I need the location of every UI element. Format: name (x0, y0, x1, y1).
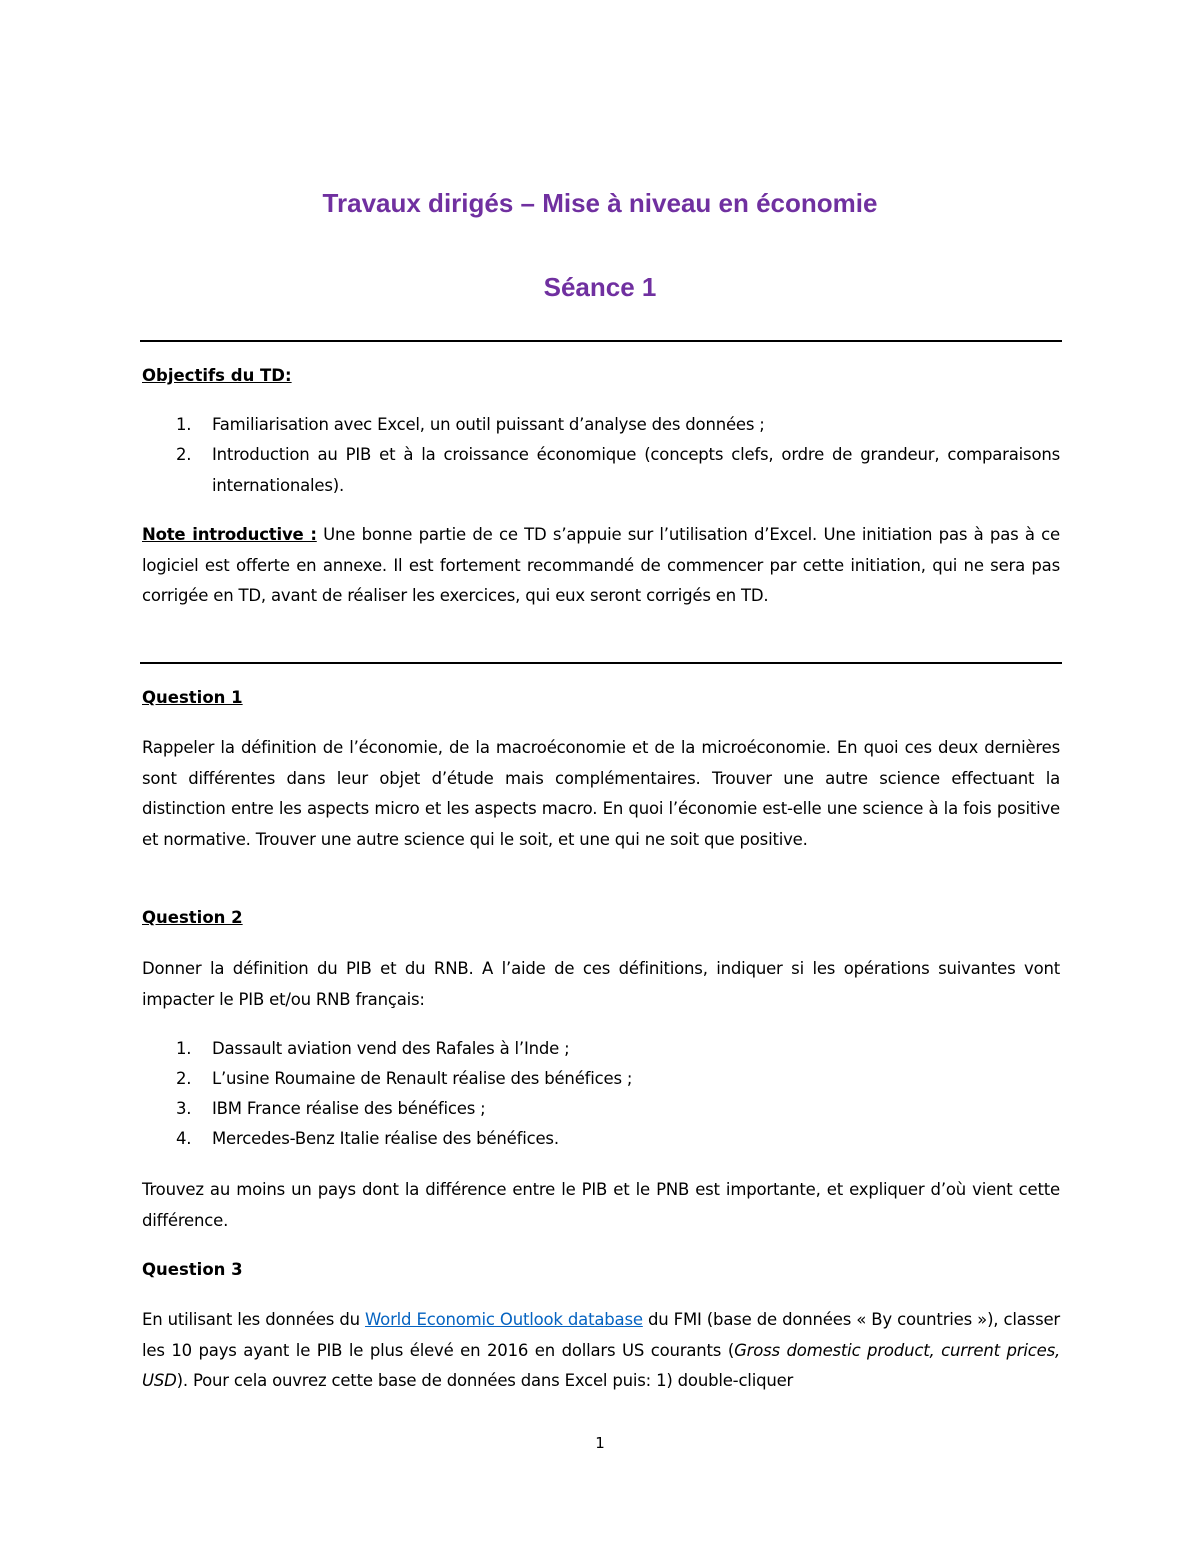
weo-database-link[interactable]: World Economic Outlook database (365, 1310, 643, 1329)
question-2-heading: Question 2 (142, 908, 243, 927)
question-2-outro: Trouvez au moins un pays dont la différence entre le PIB et le PNB est importante, et expliquer d’où vient cette différence. (142, 1180, 1060, 1230)
note-text: Une bonne partie de ce TD s’appuie sur l’utilisation d’Excel. Une initiation pas à pas à ce logiciel est offerte en annexe. Il est fortement recommandé de commencer par cette initiation, qui ne sera pas corrigée en TD, avant de réaliser les exercices, qui eux seront corrigés en TD. (142, 525, 1060, 605)
list-number: 4. (176, 1129, 192, 1148)
list-text: Mercedes-Benz Italie réalise des bénéfices. (212, 1129, 559, 1148)
page-number: 1 (595, 1434, 605, 1452)
list-number: 1. (176, 415, 192, 434)
list-number: 3. (176, 1099, 192, 1118)
question-1-text: Rappeler la définition de l’économie, de la macroéconomie et de la microéconomie. En quoi ces deux dernières sont différentes dans leur objet d’étude mais complémentaires. Trouver une autre science effectuant la distinction entre les aspects micro et les aspects macro. En quoi l’économie est-elle une science à la fois positive et normative. Trouver une autre science qui le soit, et une qui ne soit que positive. (142, 738, 1060, 849)
session-subtitle: Séance 1 (543, 272, 657, 302)
q3-text-a: En utilisant les données du (142, 1310, 366, 1329)
list-number: 2. (176, 445, 192, 464)
list-text: L’usine Roumaine de Renault réalise des bénéfices ; (212, 1069, 633, 1088)
list-text: IBM France réalise des bénéfices ; (212, 1099, 486, 1118)
intro-note (142, 520, 1060, 612)
question-3-text (142, 1305, 1060, 1397)
note-label: Note introductive : (142, 525, 317, 544)
list-number: 1. (176, 1039, 192, 1058)
objectives-heading: Objectifs du TD: (142, 366, 292, 385)
question-2-intro: Donner la définition du PIB et du RNB. A l’aide de ces définitions, indiquer si les opérations suivantes vont impacter le PIB et/ou RNB français: (142, 959, 1060, 1009)
list-number: 2. (176, 1069, 192, 1088)
divider-top (140, 340, 1062, 342)
q3-text-c: ). Pour cela ouvrez cette base de données dans Excel puis: 1) double-cliquer (176, 1371, 794, 1390)
list-text: Introduction au PIB et à la croissance économique (concepts clefs, ordre de grandeur, comparaisons internationales). (212, 445, 1060, 495)
q3-italic-series: Gross domestic product, current prices, USD (142, 1340, 1061, 1390)
document-title: Travaux dirigés – Mise à niveau en économie (322, 188, 878, 218)
list-text: Dassault aviation vend des Rafales à l’Inde ; (212, 1039, 570, 1058)
q3-text-b: du FMI (base de données « By countries »), classer les 10 pays ayant le PIB le plus élevé en 2016 en dollars US courants ( (142, 1310, 1061, 1360)
question-3-heading: Question 3 (142, 1260, 243, 1279)
list-text: Familiarisation avec Excel, un outil puissant d’analyse des données ; (212, 415, 765, 434)
question-1-heading: Question 1 (142, 688, 243, 707)
divider-middle (140, 662, 1062, 664)
